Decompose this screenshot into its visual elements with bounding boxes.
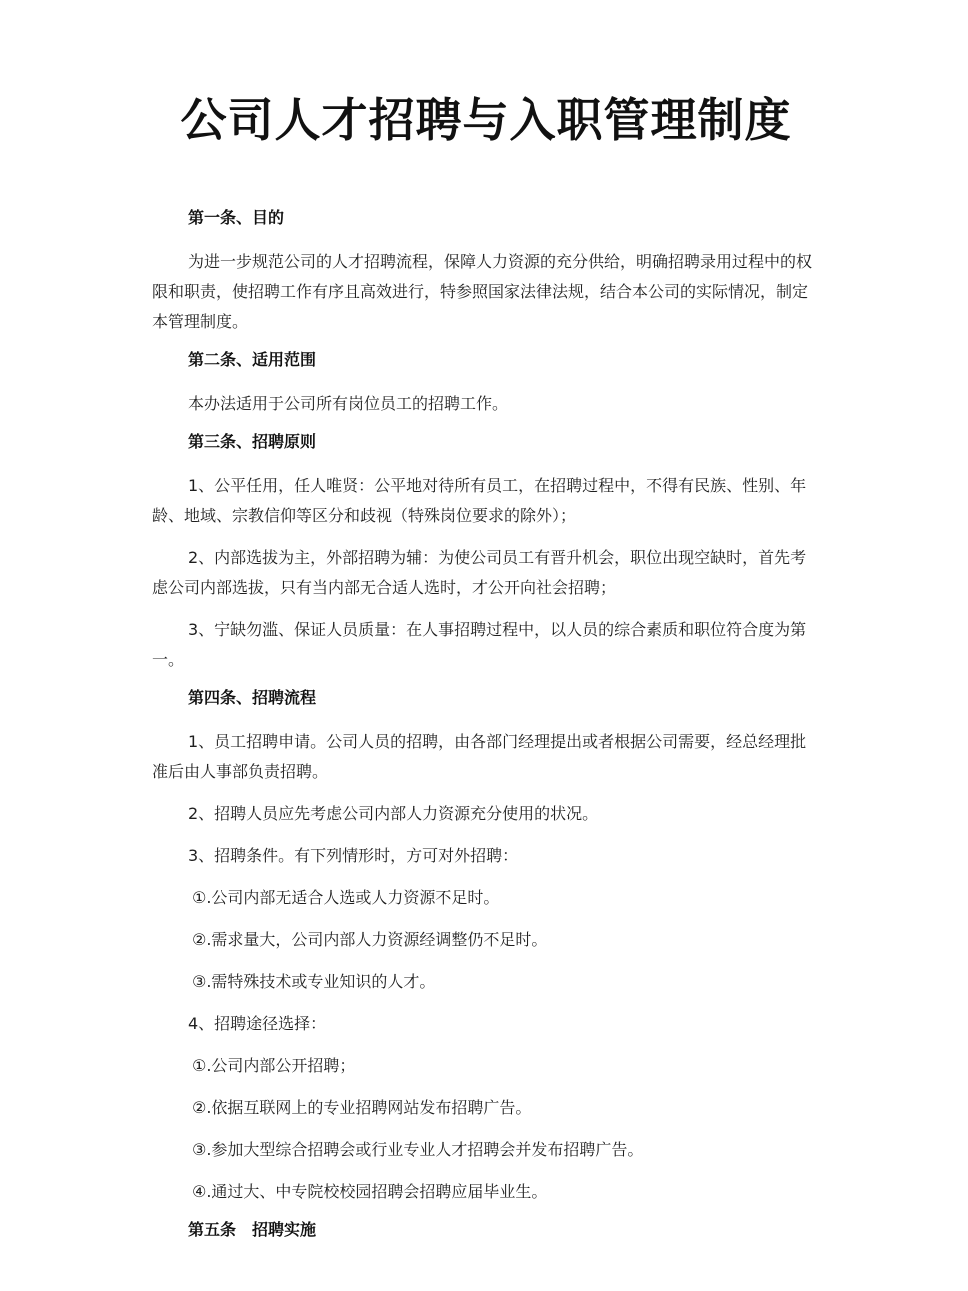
document-body (152, 207, 820, 1241)
section-heading-implementation: 第五条 招聘实施 (188, 1220, 317, 1239)
list-item-channel-3: ③.参加大型综合招聘会或行业专业人才招聘会并发布招聘广告。 (192, 1140, 644, 1159)
list-item-condition-2: ②.需求量大，公司内部人力资源经调整仍不足时。 (192, 930, 548, 949)
paragraph-process-3: 3、招聘条件。有下列情形时，方可对外招聘： (188, 846, 519, 865)
document-title: 公司人才招聘与入职管理制度 (180, 93, 792, 147)
paragraph-process-1: 1、员工招聘申请。公司人员的招聘，由各部门经理提出或者根据公司需要，经总经理批准后由人事部负责招聘。 (152, 732, 807, 781)
section-heading-purpose: 第一条、目的 (188, 208, 285, 227)
list-item-channel-4: ④.通过大、中专院校校园招聘会招聘应届毕业生。 (192, 1182, 548, 1201)
list-item-channel-1: ①.公司内部公开招聘； (192, 1056, 356, 1075)
section-heading-process: 第四条、招聘流程 (188, 688, 317, 707)
section-heading-scope: 第二条、适用范围 (188, 350, 317, 369)
paragraph-scope: 本办法适用于公司所有岗位员工的招聘工作。 (188, 394, 509, 413)
list-item-condition-3: ③.需特殊技术或专业知识的人才。 (192, 972, 436, 991)
paragraph-principle-3: 3、宁缺勿滥、保证人员质量：在人事招聘过程中，以人员的综合素质和职位符合度为第一。 (152, 620, 807, 669)
section-heading-principles: 第三条、招聘原则 (188, 432, 317, 451)
paragraph-principle-2: 2、内部选拔为主，外部招聘为辅：为使公司员工有晋升机会，职位出现空缺时，首先考虑公司内部选拔，只有当内部无合适人选时，才公开向社会招聘； (152, 548, 807, 597)
list-item-condition-1: ①.公司内部无适合人选或人力资源不足时。 (192, 888, 500, 907)
list-item-channel-2: ②.依据互联网上的专业招聘网站发布招聘广告。 (192, 1098, 532, 1117)
paragraph-purpose: 为进一步规范公司的人才招聘流程，保障人力资源的充分供给，明确招聘录用过程中的权限和职责，使招聘工作有序且高效进行，特参照国家法律法规，结合本公司的实际情况，制定本管理制度。 (152, 252, 813, 331)
paragraph-process-4: 4、招聘途径选择： (188, 1014, 327, 1033)
paragraph-principle-1: 1、公平任用，任人唯贤：公平地对待所有员工，在招聘过程中，不得有民族、性别、年龄、地域、宗教信仰等区分和歧视（特殊岗位要求的除外）； (152, 476, 807, 525)
paragraph-process-2: 2、招聘人员应先考虑公司内部人力资源充分使用的状况。 (188, 804, 599, 823)
